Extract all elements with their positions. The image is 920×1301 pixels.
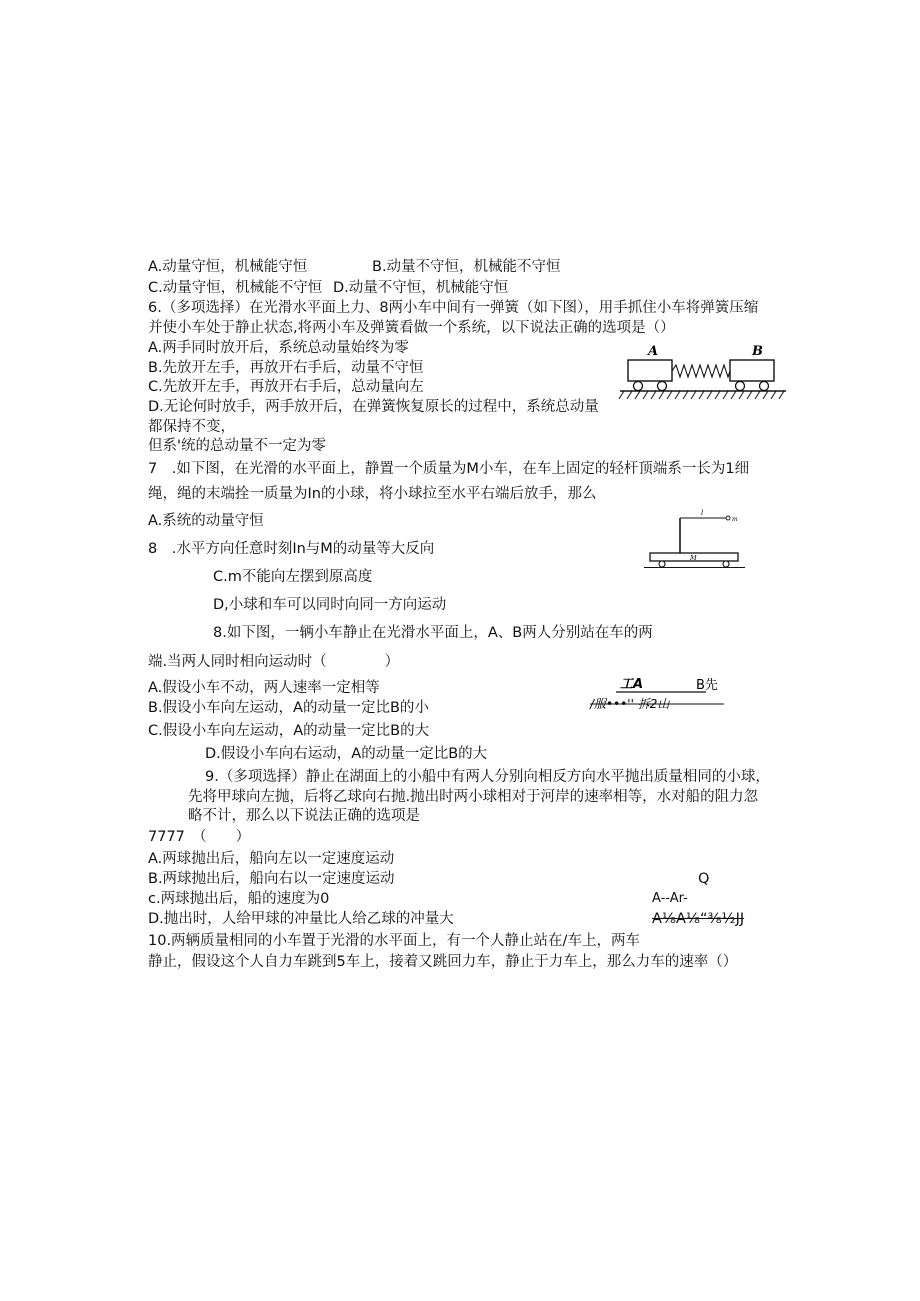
q5-option-d: D.动量不守恒，机械能守恒 bbox=[333, 280, 509, 296]
pendulum-cart-figure bbox=[644, 508, 746, 574]
q9-stem-line4: 7777 （ ） bbox=[148, 829, 251, 845]
boat-figure-bottom: A⅛A⅛“⅜½JJ bbox=[652, 911, 745, 927]
q8-option-c: C.假设小车向左运动，A的动量一定比B的大 bbox=[148, 723, 430, 739]
rope-length-label: l bbox=[701, 509, 704, 517]
q6-option-d-line1: D.无论何时放手，两手放开后，在弹簧恢复原长的过程中，系统总动量 bbox=[148, 399, 599, 415]
q9-stem-line1: 9.（多项选择）静止在湖面上的小船中有两人分别向相反方向水平抛出质量相同的小球， bbox=[205, 769, 770, 785]
q8-stem-line1: 8.如下图，一辆小车静止在光滑水平面上，A、B两人分别站在车的两 bbox=[213, 625, 653, 641]
ball-mass-label: m bbox=[732, 516, 738, 523]
q6-option-c: C.先放开左手，再放开右手后，总动量向左 bbox=[148, 379, 424, 395]
q6-option-a: A.两手同时放开后，系统总动量始终为零 bbox=[148, 340, 409, 356]
q9-option-b: B.两球抛出后，船向右以一定速度运动 bbox=[148, 871, 395, 887]
q7-option-c: C.m不能向左摆到原高度 bbox=[213, 569, 373, 585]
spring bbox=[672, 365, 730, 377]
small-ball bbox=[726, 516, 730, 520]
ground-hatching bbox=[619, 391, 784, 399]
q9-option-c: c.两球抛出后，船的速度为0 bbox=[148, 891, 330, 907]
q5-option-c: C.动量守恒，机械能不守恒 bbox=[148, 280, 323, 296]
q8-option-d: D.假设小车向右运动，A的动量一定比B的大 bbox=[205, 746, 488, 762]
people-cart-figure bbox=[586, 674, 732, 714]
cart-a-label: A bbox=[648, 344, 659, 359]
cart-a bbox=[628, 360, 672, 381]
q10-stem-line1: 10.两辆质量相同的小车置于光滑的水平面上，有一个人静止站在/车上，两车 bbox=[148, 933, 640, 949]
q5-option-a: A.动量守恒，机械能守恒 bbox=[148, 259, 308, 275]
q7-option-d: D,小球和车可以同时向同一方向运动 bbox=[213, 597, 447, 613]
q6-stem-line1: 6.（多项选择）在光滑水平面上力、8两小车中间有一弹簧（如下图），用手抓住小车将弹簧压缩 bbox=[148, 300, 759, 316]
boat-figure-mid: A--Ar- bbox=[652, 891, 688, 906]
spring-carts-figure bbox=[618, 342, 788, 406]
q10-stem-line2: 静止，假设这个人自力车跳到5车上，接着又跳回力车，静止于力车上，那么力车的速率（） bbox=[148, 954, 738, 970]
q7-option-a: A.系统的动量守恒 bbox=[148, 513, 264, 529]
q9-stem-line3: 略不计，那么以下说法正确的选项是 bbox=[188, 808, 420, 824]
boat-figure-top: Q bbox=[698, 871, 710, 887]
q9-option-d: D.抛出时，人给甲球的冲量比人给乙球的冲量大 bbox=[148, 911, 454, 927]
cart-ground-text: /服•••'' 拆2山 bbox=[590, 697, 670, 711]
q6-stem-line2: 并使小车处于静止状态,将两小车及弹簧看做一个系统，以下说法正确的选项是（） bbox=[148, 320, 675, 336]
q6-option-d-line3: 但系'统的总动量不一定为零 bbox=[148, 438, 326, 454]
q8-option-a: A.假设小车不动，两人速率一定相等 bbox=[148, 680, 380, 696]
q8-option-b: B.假设小车向左运动，A的动量一定比B的小 bbox=[148, 700, 429, 716]
q7-option-b: 8 .水平方向任意时刻In与M的动量等大反向 bbox=[148, 541, 435, 557]
person-a-label: 工A bbox=[620, 677, 644, 692]
cart-b bbox=[730, 360, 774, 381]
q6-option-d-line2: 都保持不变， bbox=[148, 419, 235, 435]
cart-b-label: B bbox=[752, 344, 763, 359]
q9-stem-line2: 先将甲球向左抛，后将乙球向右抛.抛出时两小球相对于河岸的速率相等，水对船的阻力忽 bbox=[188, 789, 759, 805]
cart-mass-label: M bbox=[690, 554, 697, 562]
q5-option-b: B.动量不守恒，机械能不守恒 bbox=[372, 259, 561, 275]
q6-option-b: B.先放开左手，再放开右手后，动量不守恒 bbox=[148, 360, 424, 376]
q7-stem-line2: 绳，绳的末端拴一质量为In的小球，将小球拉至水平右端后放手，那么 bbox=[148, 486, 597, 502]
q8-stem-line2: 端.当两人同时相向运动时（ ） bbox=[148, 654, 400, 670]
q7-stem-line1: 7 .如下图，在光滑的水平面上，静置一个质量为M小车，在车上固定的轻杆顶端系一长为1细 bbox=[148, 461, 750, 477]
person-b-label: B先 bbox=[696, 678, 718, 693]
q9-option-a: A.两球抛出后，船向左以一定速度运动 bbox=[148, 851, 395, 867]
